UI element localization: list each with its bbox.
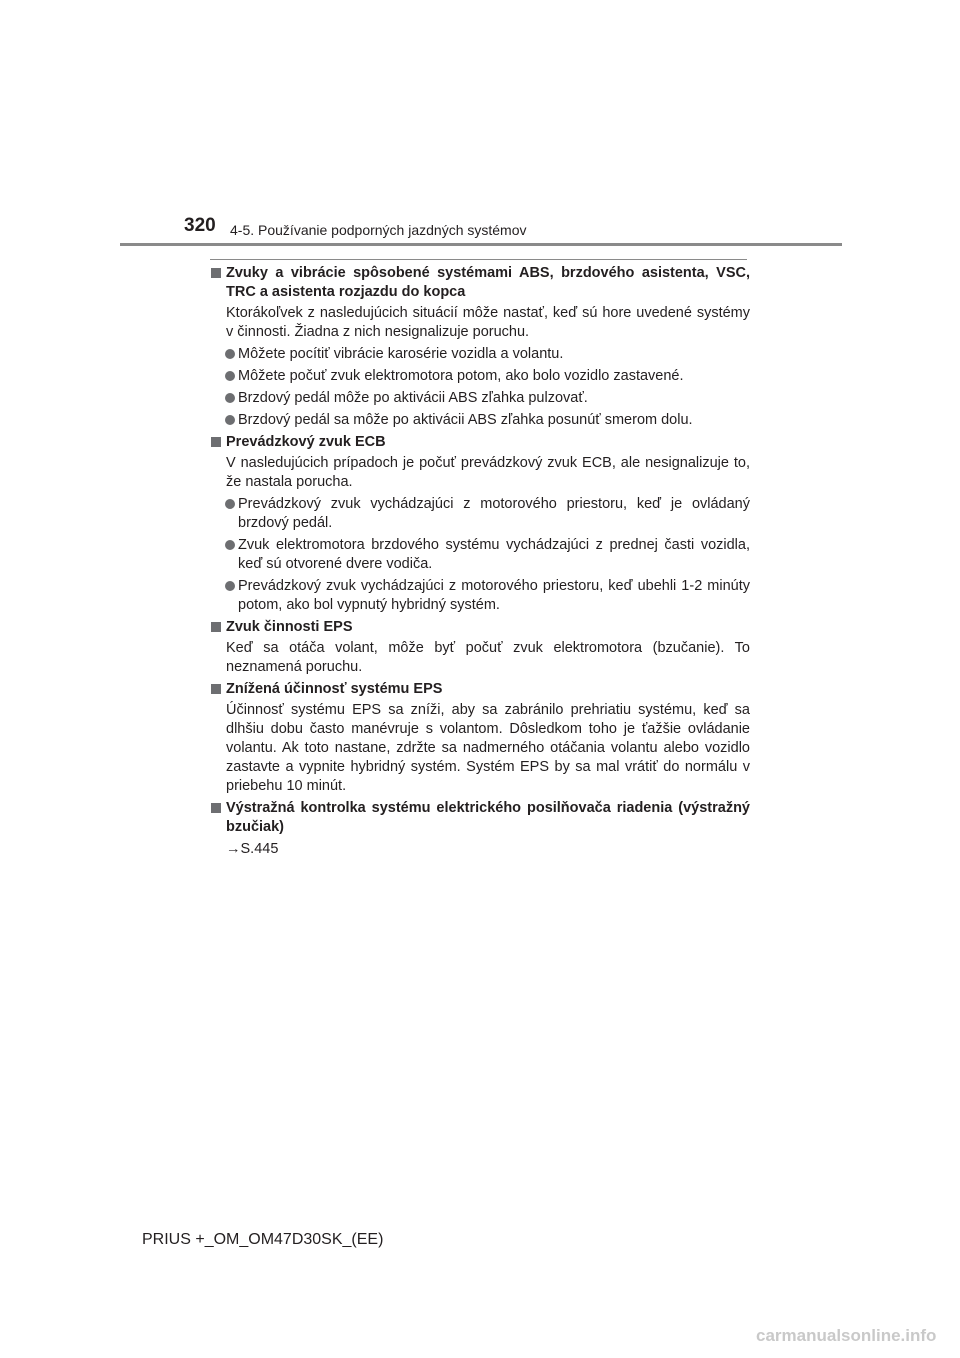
round-bullet-icon <box>225 393 235 403</box>
round-bullet-icon <box>225 540 235 550</box>
section-paragraph: Keď sa otáča volant, môže byť počuť zvuk elektromotora (bzučanie). To neznamená poruchu. <box>226 640 750 675</box>
list-item <box>210 536 750 574</box>
list-item <box>210 389 750 408</box>
bullet-list <box>210 495 750 615</box>
section-heading <box>210 618 750 637</box>
square-bullet-icon <box>211 622 221 632</box>
list-item-text: Môžete počuť zvuk elektromotora potom, ako bolo vozidlo zastavené. <box>238 368 684 384</box>
list-item <box>210 345 750 364</box>
section-title: Prevádzkový zvuk ECB <box>226 434 386 450</box>
list-item <box>210 411 750 430</box>
round-bullet-icon <box>225 371 235 381</box>
page-content <box>210 264 750 862</box>
list-item-text: Zvuk elektromotora brzdového systému vychádzajúci z prednej časti vozidla, keď sú otvorené dvere vodiča. <box>238 537 750 572</box>
list-item-text: Prevádzkový zvuk vychádzajúci z motorového priestoru, keď ubehli 1-2 minúty potom, ako bol vypnutý hybridný systém. <box>238 578 750 613</box>
page-reference-link[interactable]: →S.445 <box>226 841 279 857</box>
list-item-text: Brzdový pedál sa môže po aktivácii ABS zľahka posunúť smerom dolu. <box>238 412 693 428</box>
section-heading <box>210 680 750 699</box>
section-paragraph: Účinnosť systému EPS sa zníži, aby sa zabránilo prehriatiu systému, keď sa dlhšiu dobu často manévruje s volantom. Dôsledkom toho je ťažšie ovládanie volantu. Ak toto nastane, zdržte sa nadmerného otáčania volantu alebo vozidlo zastavte a vypnite hybridný systém. Systém EPS by sa mal vrátiť do normálu v priebehu 10 minút. <box>226 702 750 794</box>
section-abs-sounds <box>210 264 750 430</box>
list-item-text: Brzdový pedál môže po aktivácii ABS zľahka pulzovať. <box>238 390 588 406</box>
section-title: Znížená účinnosť systému EPS <box>226 681 443 697</box>
square-bullet-icon <box>211 803 221 813</box>
square-bullet-icon <box>211 684 221 694</box>
section-paragraph: Ktorákoľvek z nasledujúcich situácií môže nastať, keď sú hore uvedené systémy v činnosti. Žiadna z nich nesignalizuje poruchu. <box>226 305 750 340</box>
page-number: 320 <box>184 215 216 236</box>
section-heading <box>210 799 750 837</box>
list-item-text: Môžete pocítiť vibrácie karosérie vozidla a volantu. <box>238 346 564 362</box>
round-bullet-icon <box>225 415 235 425</box>
square-bullet-icon <box>211 437 221 447</box>
section-eps-sound <box>210 618 750 677</box>
section-heading <box>210 433 750 452</box>
square-bullet-icon <box>211 268 221 278</box>
watermark: carmanualsonline.info <box>756 1326 937 1345</box>
round-bullet-icon <box>225 499 235 509</box>
round-bullet-icon <box>225 349 235 359</box>
section-eps-reduced <box>210 680 750 796</box>
header-divider <box>120 243 842 246</box>
section-paragraph: V nasledujúcich prípadoch je počuť prevádzkový zvuk ECB, ale nesignalizuje to, že nastala porucha. <box>226 455 750 490</box>
section-title: Zvuky a vibrácie spôsobené systémami ABS, brzdového asistenta, VSC, TRC a asistenta rozjazdu do kopca <box>226 265 750 300</box>
list-item-text: Prevádzkový zvuk vychádzajúci z motorového priestoru, keď je ovládaný brzdový pedál. <box>238 496 750 531</box>
list-item <box>210 577 750 615</box>
content-divider <box>210 259 747 260</box>
bullet-list <box>210 345 750 430</box>
list-item <box>210 367 750 386</box>
document-code: PRIUS +_OM_OM47D30SK_(EE) <box>142 1231 384 1248</box>
chapter-title: 4-5. Používanie podporných jazdných systémov <box>230 222 527 238</box>
section-title: Výstražná kontrolka systému elektrického posilňovača riadenia (výstražný bzučiak) <box>226 800 750 835</box>
section-heading <box>210 264 750 302</box>
list-item <box>210 495 750 533</box>
section-title: Zvuk činnosti EPS <box>226 619 353 635</box>
round-bullet-icon <box>225 581 235 591</box>
section-ecb-sound <box>210 433 750 615</box>
section-eps-warning <box>210 799 750 859</box>
